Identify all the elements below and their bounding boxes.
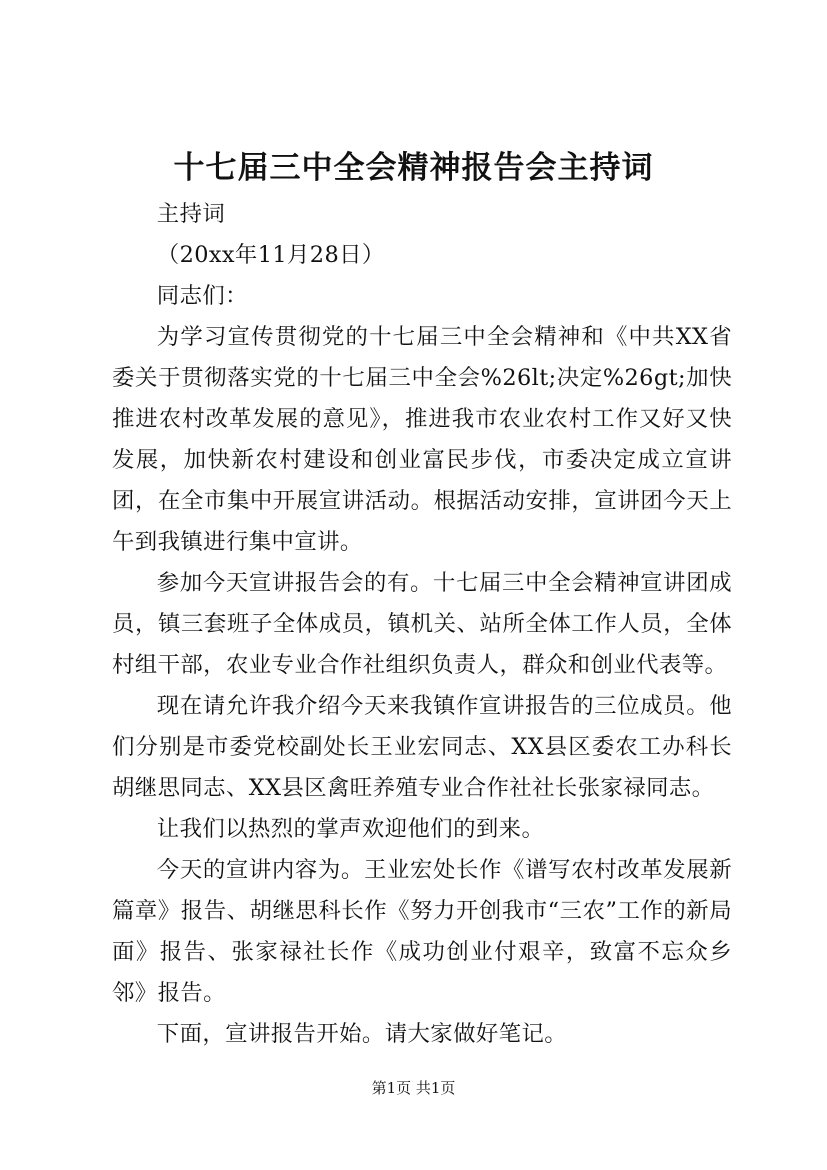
document-body bbox=[112, 194, 732, 1055]
document-title: 十七届三中全会精神报告会主持词 bbox=[173, 150, 654, 186]
paragraph-start: 下面，宣讲报告开始。请大家做好笔记。 bbox=[156, 1021, 568, 1047]
paragraph-salutation: 同志们： bbox=[156, 283, 248, 309]
paragraph-date: （20xx年11月28日） bbox=[156, 242, 385, 268]
paragraph-speakers: 现在请允许我介绍今天来我镇作宣讲报告的三位成员。他们分别是市委党校副处长王业宏同志、XX县区委农工办科长胡继思同志、XX县区禽旺养殖专业合作社社长张家禄同志。 bbox=[112, 693, 732, 801]
paragraph-topics: 今天的宣讲内容为。王业宏处长作《谱写农村改革发展新篇章》报告、胡继思科长作《努力开创我市“三农”工作的新局面》报告、张家禄社长作《成功创业付艰辛，致富不忘众乡邻》报告。 bbox=[112, 857, 732, 1006]
paragraph-purpose: 为学习宣传贯彻党的十七届三中全会精神和《中共XX省委关于贯彻落实党的十七届三中全会%26lt;决定%26gt;加快推进农村改革发展的意见》，推进我市农业农村工作又好又快发展，加快新农村建设和创业富民步伐，市委决定成立宣讲团，在全市集中开展宣讲活动。根据活动安排，宣讲团今天上午到我镇进行集中宣讲。 bbox=[112, 324, 732, 555]
paragraph-welcome: 让我们以热烈的掌声欢迎他们的到来。 bbox=[156, 816, 545, 842]
page-number: 第1页 共1页 bbox=[371, 1079, 456, 1097]
paragraph-heading: 主持词 bbox=[156, 201, 226, 227]
paragraph-attendees: 参加今天宣讲报告会的有。十七届三中全会精神宣讲团成员，镇三套班子全体成员，镇机关、站所全体工作人员，全体村组干部，农业专业合作社组织负责人，群众和创业代表等。 bbox=[112, 570, 732, 678]
